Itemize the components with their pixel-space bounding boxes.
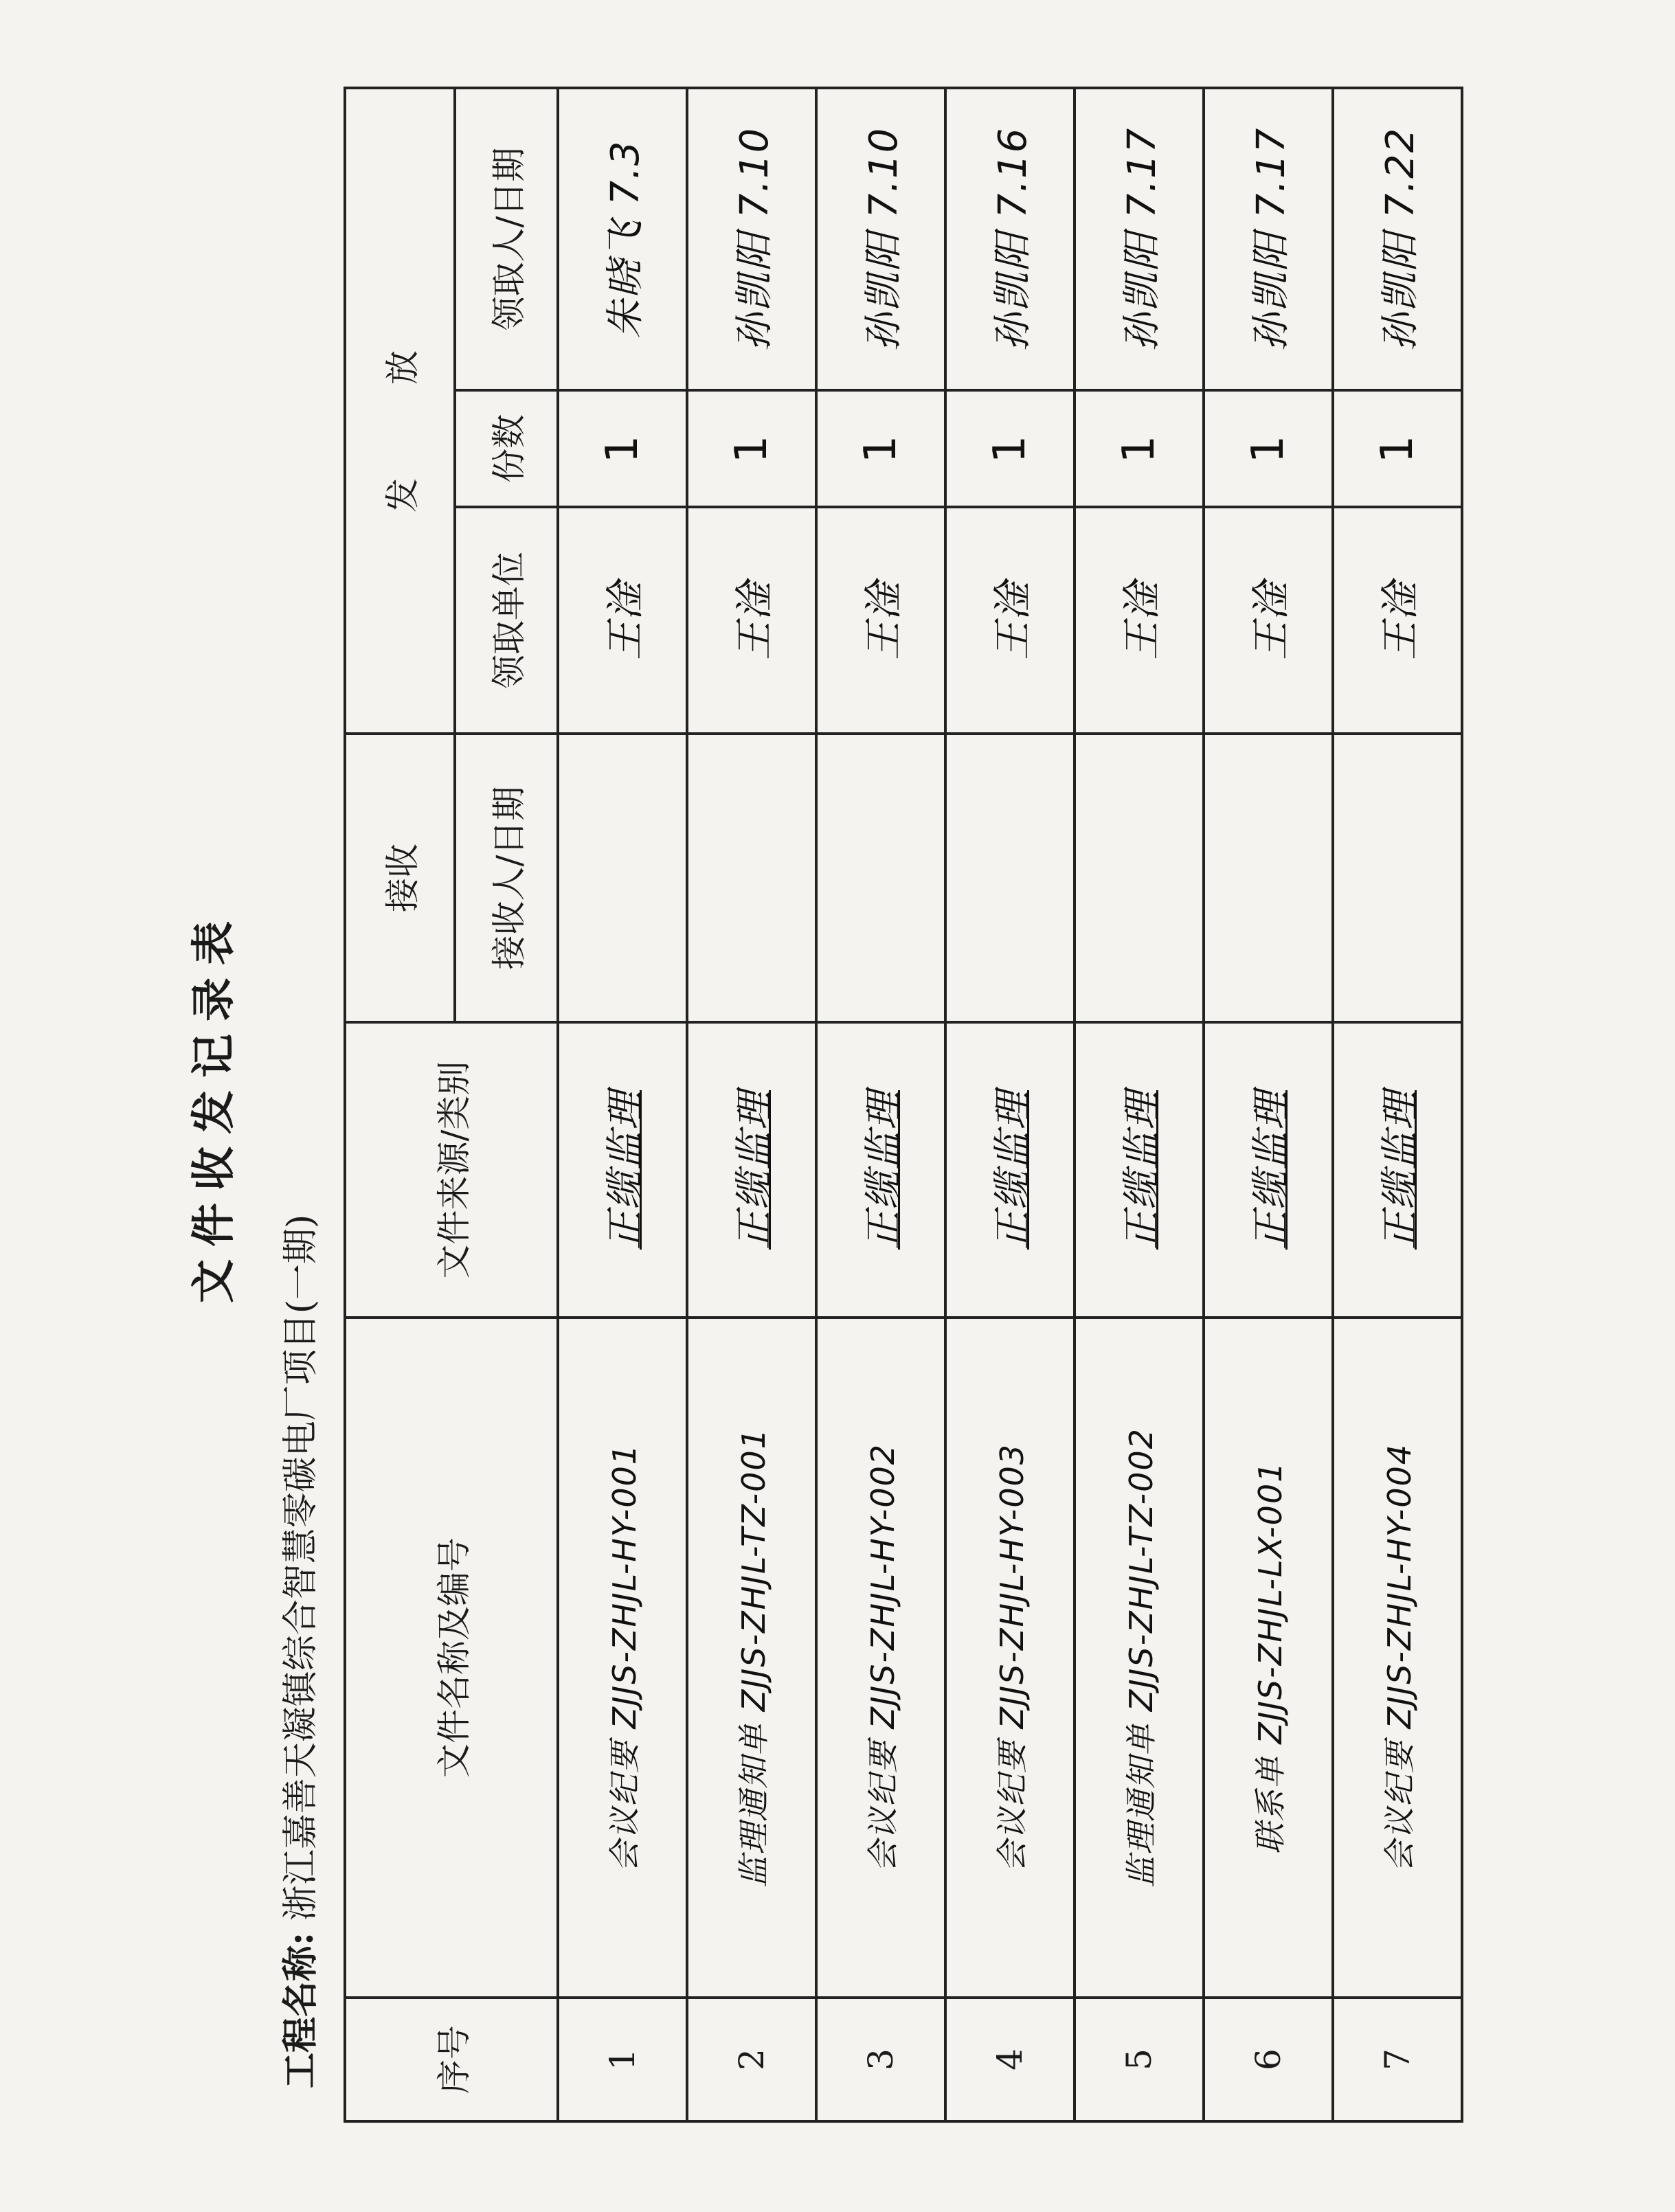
file-name-text: 联系单 ZJJS-ZHJL-LX-001: [1252, 1460, 1289, 1855]
source-cell: [1333, 1022, 1462, 1318]
table-row: [1204, 88, 1333, 2121]
recipient-text: 孙凯阳 7.16: [991, 126, 1035, 352]
file-name-text: 会议纪要 ZJJS-ZHJL-HY-003: [993, 1443, 1031, 1873]
unit-text: 王淦: [991, 580, 1035, 660]
unit-text: 王淦: [732, 580, 777, 660]
recipient-text: 朱晓飞 7.3: [603, 139, 648, 339]
unit-text: 王淦: [1249, 580, 1294, 660]
header-recipient: 领取人/日期: [455, 88, 558, 390]
unit-cell: [1204, 507, 1333, 734]
source-text: 正缆监理: [1378, 1090, 1423, 1250]
recipient-cell: [558, 88, 687, 390]
file-name-cell: [945, 1318, 1075, 1998]
source-cell: [1204, 1022, 1333, 1318]
seq-text: 2: [732, 2049, 772, 2070]
seq-cell: [816, 1998, 945, 2121]
copies-text: 1: [855, 433, 906, 464]
project-label: 工程名称:: [280, 1932, 322, 2088]
file-name-text: 会议纪要 ZJJS-ZHJL-HY-001: [606, 1443, 643, 1873]
source-text: 正缆监理: [862, 1090, 906, 1250]
header-copies: 份数: [455, 390, 558, 507]
seq-cell: [1333, 1998, 1462, 2121]
receiver-cell: [1333, 734, 1462, 1022]
source-cell: [816, 1022, 945, 1318]
unit-text: 王淦: [1120, 580, 1165, 660]
seq-text: 3: [861, 2049, 901, 2070]
table-row: [1333, 88, 1462, 2121]
header-dispatch: 发 放: [345, 88, 455, 734]
header-file-name: 文件名称及编号: [345, 1318, 558, 1998]
seq-text: 5: [1119, 2049, 1159, 2070]
receiver-cell: [945, 734, 1075, 1022]
recipient-cell: [1075, 88, 1204, 390]
receiver-cell: [1075, 734, 1204, 1022]
unit-cell: [816, 507, 945, 734]
unit-text: 王淦: [1378, 580, 1423, 660]
source-text: 正缆监理: [732, 1090, 777, 1250]
file-name-cell: [1333, 1318, 1462, 1998]
document-title: 文件收发记录表: [188, 909, 240, 1303]
source-text: 正缆监理: [991, 1090, 1035, 1250]
table-row: [687, 88, 816, 2121]
receiver-cell: [687, 734, 816, 1022]
file-name-text: 监理通知单 ZJJS-ZHJL-TZ-002: [1123, 1427, 1160, 1888]
copies-cell: [1333, 390, 1462, 507]
unit-cell: [558, 507, 687, 734]
receiver-cell: [1204, 734, 1333, 1022]
copies-cell: [945, 390, 1075, 507]
source-cell: [687, 1022, 816, 1318]
seq-cell: [1204, 1998, 1333, 2121]
file-name-cell: [1204, 1318, 1333, 1998]
seq-text: 1: [603, 2049, 642, 2070]
file-name-cell: [558, 1318, 687, 1998]
seq-text: 4: [990, 2049, 1030, 2070]
recipient-cell: [816, 88, 945, 390]
source-cell: [558, 1022, 687, 1318]
header-seq: 序号: [345, 1998, 558, 2121]
seq-cell: [1075, 1998, 1204, 2121]
seq-text: 6: [1248, 2049, 1288, 2070]
source-text: 正缆监理: [1120, 1090, 1165, 1250]
unit-text: 王淦: [603, 580, 648, 660]
header-source: 文件来源/类别: [345, 1022, 558, 1318]
unit-cell: [945, 507, 1075, 734]
header-receiver: 接收人/日期: [455, 734, 558, 1022]
table-row: [558, 88, 687, 2121]
unit-text: 王淦: [862, 580, 906, 660]
source-cell: [1075, 1022, 1204, 1318]
project-name: 浙江嘉善天凝镇综合智慧零碳电厂项目(一期): [280, 1214, 322, 1921]
dispatch-record-table: [344, 87, 1463, 2123]
copies-cell: [687, 390, 816, 507]
recipient-cell: [1204, 88, 1333, 390]
recipient-cell: [687, 88, 816, 390]
copies-cell: [558, 390, 687, 507]
receiver-cell: [816, 734, 945, 1022]
file-name-text: 会议纪要 ZJJS-ZHJL-HY-002: [864, 1443, 901, 1873]
unit-cell: [1333, 507, 1462, 734]
project-line: [271, 1215, 323, 2088]
header-unit: 领取单位: [455, 507, 558, 734]
copies-text: 1: [1372, 433, 1423, 464]
copies-text: 1: [1114, 433, 1165, 464]
recipient-text: 孙凯阳 7.22: [1378, 126, 1423, 352]
header-receive: 接收: [345, 734, 455, 1022]
recipient-cell: [945, 88, 1075, 390]
file-name-text: 监理通知单 ZJJS-ZHJL-TZ-001: [735, 1427, 772, 1888]
seq-cell: [945, 1998, 1075, 2121]
recipient-text: 孙凯阳 7.17: [1120, 126, 1165, 352]
copies-text: 1: [597, 433, 648, 464]
copies-cell: [1204, 390, 1333, 507]
table-row: [1075, 88, 1204, 2121]
file-name-text: 会议纪要 ZJJS-ZHJL-HY-004: [1381, 1443, 1418, 1873]
table-row: [945, 88, 1075, 2121]
copies-text: 1: [985, 433, 1035, 464]
file-name-cell: [687, 1318, 816, 1998]
unit-cell: [687, 507, 816, 734]
seq-cell: [558, 1998, 687, 2121]
seq-text: 7: [1378, 2049, 1417, 2070]
file-name-cell: [1075, 1318, 1204, 1998]
table-row: [816, 88, 945, 2121]
source-text: 正缆监理: [603, 1090, 648, 1250]
receiver-cell: [558, 734, 687, 1022]
copies-cell: [1075, 390, 1204, 507]
copies-text: 1: [726, 433, 777, 464]
recipient-text: 孙凯阳 7.10: [732, 126, 777, 352]
recipient-text: 孙凯阳 7.10: [862, 126, 906, 352]
copies-cell: [816, 390, 945, 507]
recipient-cell: [1333, 88, 1462, 390]
recipient-text: 孙凯阳 7.17: [1249, 126, 1294, 352]
seq-cell: [687, 1998, 816, 2121]
copies-text: 1: [1243, 433, 1294, 464]
unit-cell: [1075, 507, 1204, 734]
source-cell: [945, 1022, 1075, 1318]
source-text: 正缆监理: [1249, 1090, 1294, 1250]
file-name-cell: [816, 1318, 945, 1998]
